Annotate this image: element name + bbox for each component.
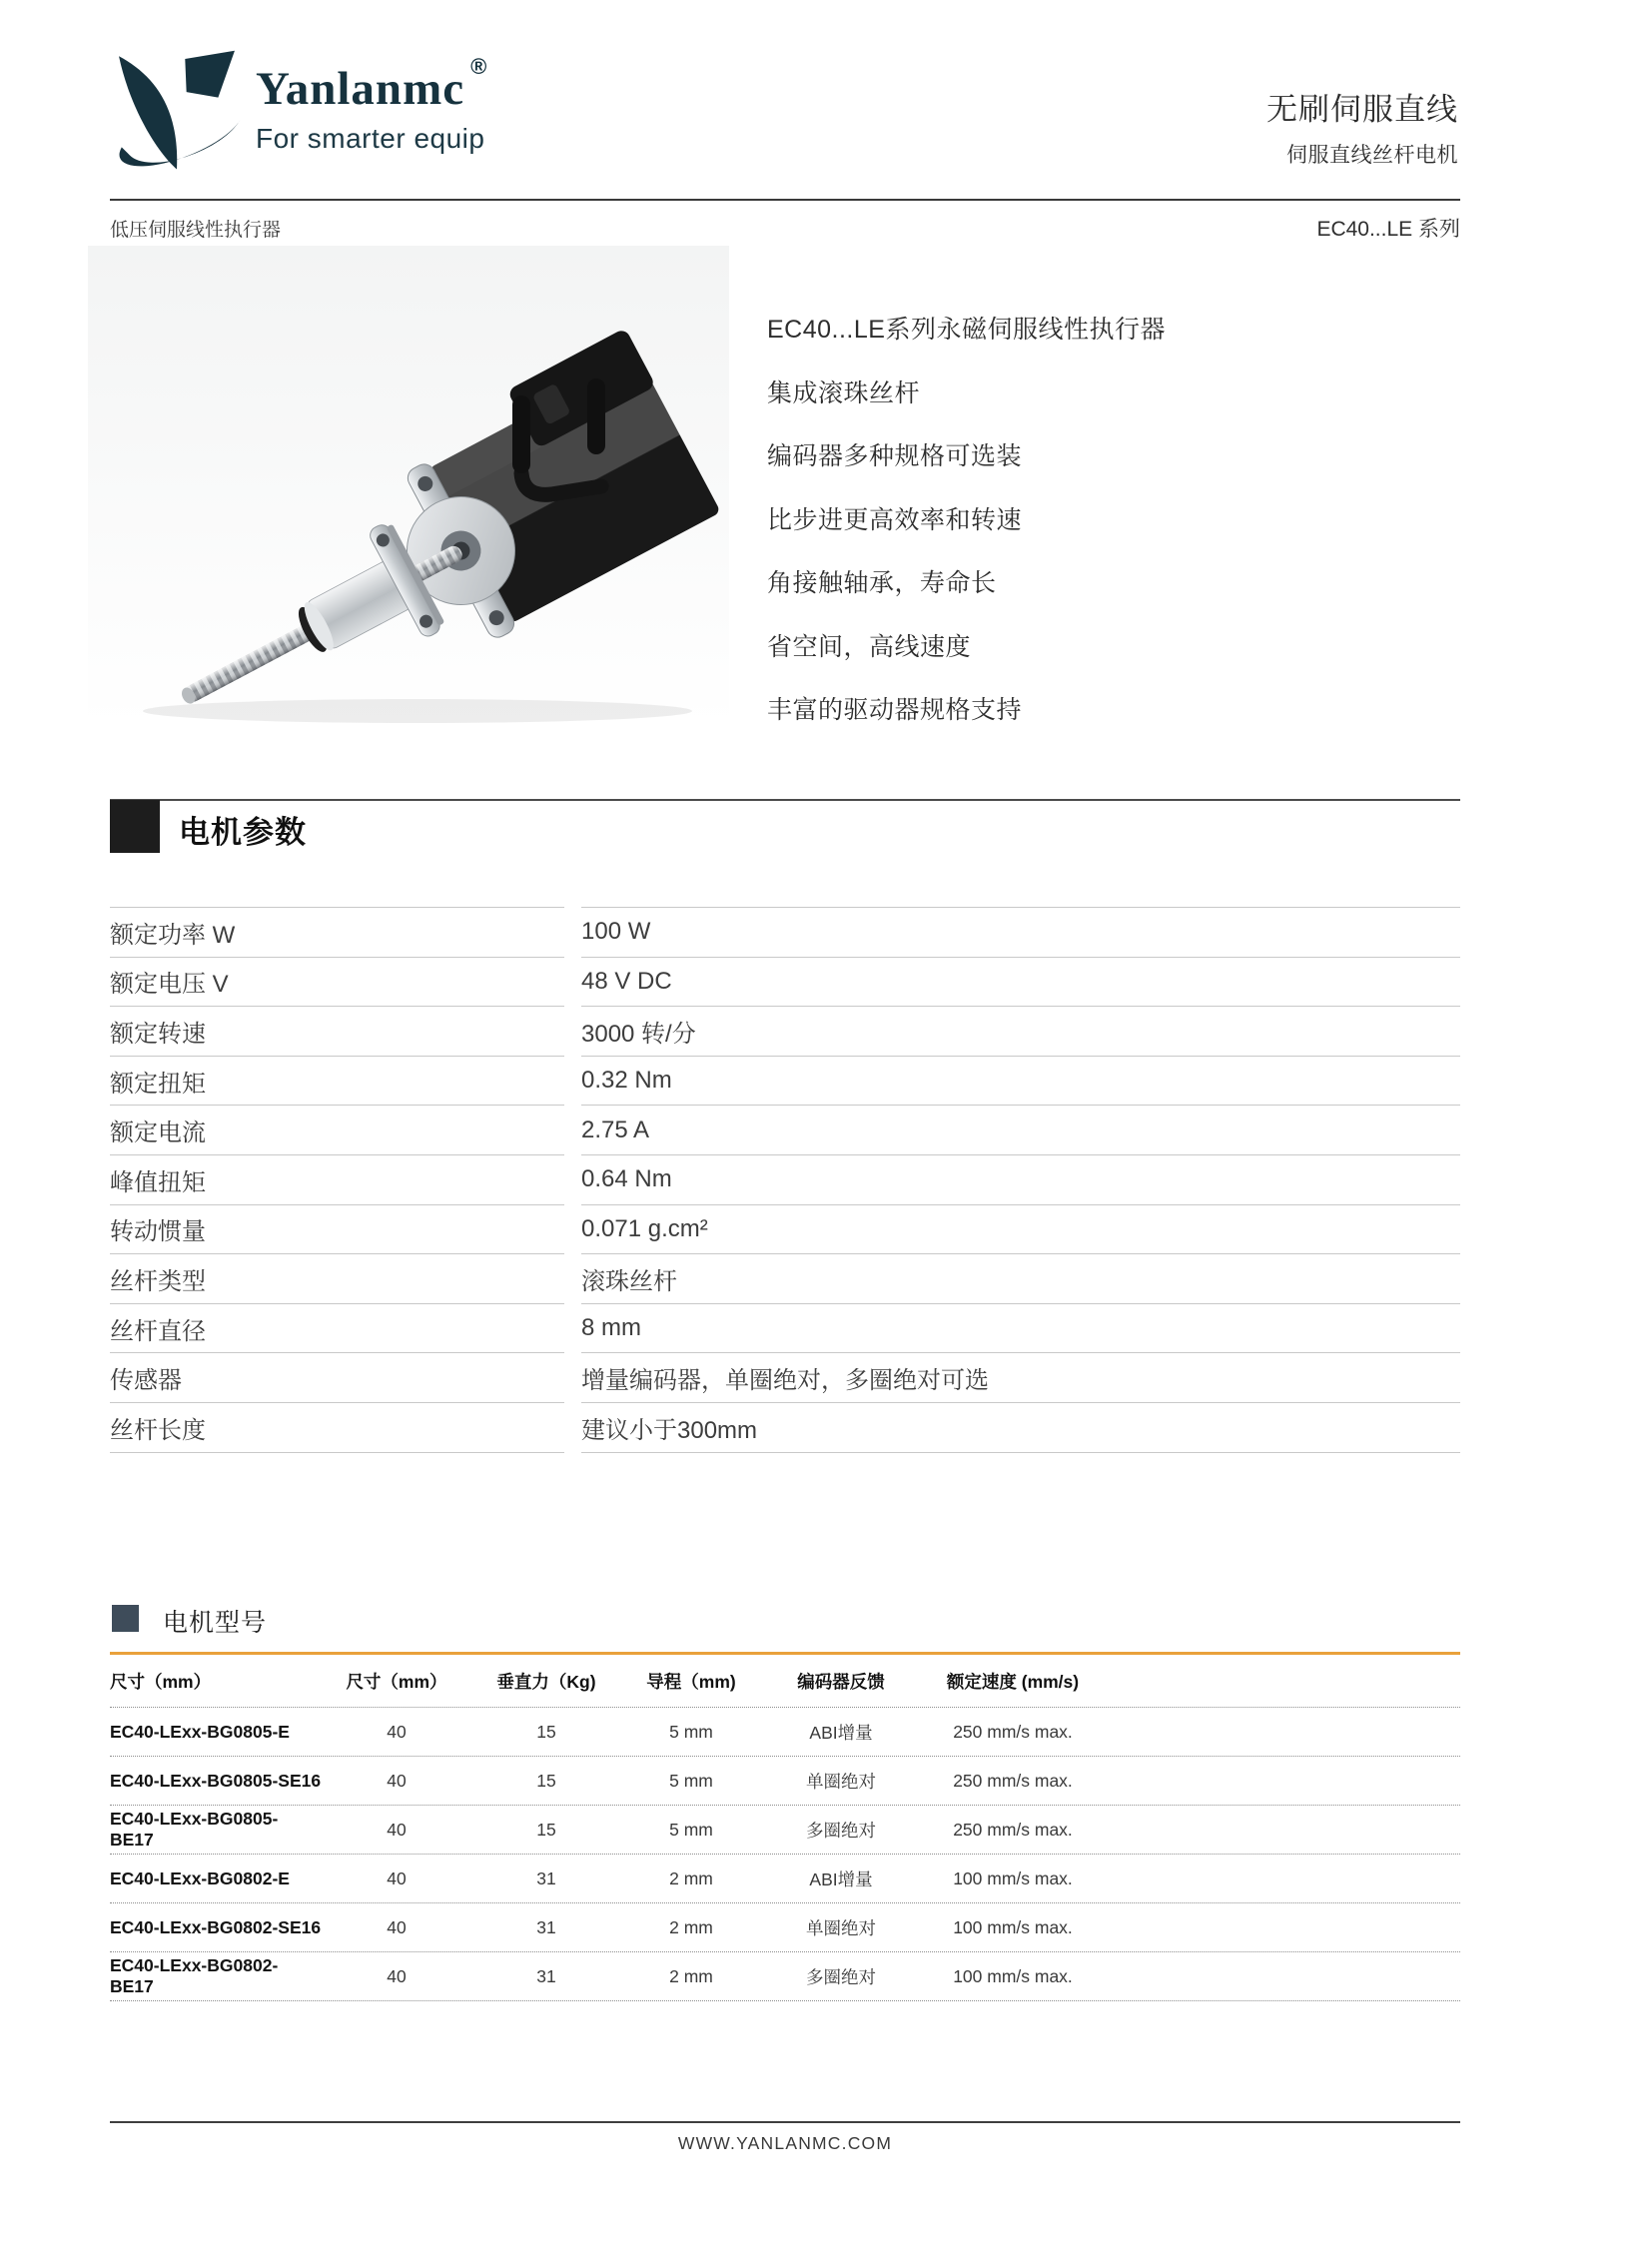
param-value: 3000 转/分 xyxy=(581,1006,1460,1056)
feature-list xyxy=(767,299,1166,743)
model-speed: 250 mm/s max. xyxy=(953,1770,1073,1791)
feature-item: 比步进更高效率和转速 xyxy=(767,505,1023,534)
model-speed: 100 mm/s max. xyxy=(953,1965,1073,1986)
model-lead: 5 mm xyxy=(669,1721,713,1742)
footer-divider xyxy=(110,2121,1460,2123)
column-header: 额定速度 (mm/s) xyxy=(946,1671,1080,1692)
feature-item: 集成滚珠丝杆 xyxy=(767,378,921,407)
model-row xyxy=(110,1806,1460,1855)
param-label: 额定电流 xyxy=(110,1105,564,1154)
model-encoder: 多圈绝对 xyxy=(806,1966,876,1987)
param-row xyxy=(110,1154,1460,1204)
params-section-marker xyxy=(110,800,160,853)
column-header: 编码器反馈 xyxy=(797,1671,885,1692)
brand-name: Yanlanmc xyxy=(256,63,465,115)
model-force: 31 xyxy=(536,1916,556,1937)
brand-text xyxy=(256,48,486,155)
model-size: 40 xyxy=(387,1819,407,1840)
param-value: 8 mm xyxy=(581,1303,1460,1353)
param-label: 额定扭矩 xyxy=(110,1056,564,1106)
column-header: 尺寸（mm） xyxy=(110,1671,212,1692)
model-force: 15 xyxy=(536,1721,556,1742)
model-size: 40 xyxy=(387,1770,407,1791)
models-section-title: 电机型号 xyxy=(163,1609,268,1637)
feature-item: 角接触轴承，寿命长 xyxy=(767,569,997,597)
model-encoder: ABI增量 xyxy=(809,1868,873,1889)
model-speed: 250 mm/s max. xyxy=(953,1819,1073,1840)
param-row xyxy=(110,1204,1460,1254)
model-lead: 2 mm xyxy=(669,1868,713,1888)
param-value: 100 W xyxy=(581,907,1460,957)
param-row xyxy=(110,1253,1460,1303)
header-subrow xyxy=(110,213,1460,243)
model-lead: 5 mm xyxy=(669,1770,713,1791)
param-value: 增量编码器，单圈绝对，多圈绝对可选 xyxy=(581,1352,1460,1402)
model-lead: 2 mm xyxy=(669,1916,713,1937)
param-row xyxy=(110,1352,1460,1402)
model-size: 40 xyxy=(387,1868,407,1888)
model-row xyxy=(110,1757,1460,1806)
model-speed: 100 mm/s max. xyxy=(953,1916,1073,1937)
param-row xyxy=(110,1056,1460,1106)
header-title-main: 无刷伺服直线 xyxy=(1266,92,1458,127)
model-encoder: 单圈绝对 xyxy=(806,1771,876,1792)
model-row xyxy=(110,1708,1460,1757)
model-encoder: ABI增量 xyxy=(809,1722,873,1743)
column-header: 尺寸（mm） xyxy=(346,1671,447,1692)
param-label: 传感器 xyxy=(110,1352,564,1402)
model-name: EC40-LExx-BG0802-E xyxy=(110,1868,290,1888)
param-row xyxy=(110,1006,1460,1056)
param-row xyxy=(110,907,1460,957)
footer-website: WWW.YANLANMC.COM xyxy=(677,2133,893,2153)
param-value: 0.64 Nm xyxy=(581,1154,1460,1204)
params-section-divider xyxy=(110,799,1460,801)
param-value: 0.071 g.cm² xyxy=(581,1204,1460,1254)
models-header-row xyxy=(110,1652,1460,1708)
model-row xyxy=(110,1952,1460,2001)
model-speed: 100 mm/s max. xyxy=(953,1868,1073,1888)
param-label: 额定转速 xyxy=(110,1006,564,1056)
model-force: 15 xyxy=(536,1770,556,1791)
series-label: EC40...LE 系列 xyxy=(1316,218,1460,241)
param-value: 滚珠丝杆 xyxy=(581,1253,1460,1303)
param-label: 丝杆直径 xyxy=(110,1303,564,1353)
models-section-marker xyxy=(112,1605,139,1632)
feature-item: EC40...LE系列永磁伺服线性执行器 xyxy=(767,316,1166,344)
models-table xyxy=(110,1652,1460,2001)
param-value: 2.75 A xyxy=(581,1105,1460,1154)
registered-mark: ® xyxy=(470,54,487,79)
model-name: EC40-LExx-BG0805-E xyxy=(110,1721,290,1742)
param-label: 丝杆类型 xyxy=(110,1253,564,1303)
model-force: 15 xyxy=(536,1819,556,1840)
param-value: 建议小于300mm xyxy=(581,1402,1460,1453)
model-name: EC40-LExx-BG0805-SE16 xyxy=(110,1770,322,1791)
product-category-label: 低压伺服线性执行器 xyxy=(110,220,282,241)
feature-item: 省空间，高线速度 xyxy=(767,632,972,661)
param-value: 0.32 Nm xyxy=(581,1056,1460,1106)
feature-item: 编码器多种规格可选装 xyxy=(767,442,1023,470)
model-lead: 2 mm xyxy=(669,1965,713,1986)
model-encoder: 多圈绝对 xyxy=(806,1820,876,1841)
params-table xyxy=(110,907,1460,1453)
model-encoder: 单圈绝对 xyxy=(806,1917,876,1938)
param-label: 转动惯量 xyxy=(110,1204,564,1254)
model-size: 40 xyxy=(387,1916,407,1937)
header-divider xyxy=(110,199,1460,201)
model-speed: 250 mm/s max. xyxy=(953,1721,1073,1742)
param-label: 峰值扭矩 xyxy=(110,1154,564,1204)
model-lead: 5 mm xyxy=(669,1819,713,1840)
model-force: 31 xyxy=(536,1868,556,1888)
model-size: 40 xyxy=(387,1965,407,1986)
model-row xyxy=(110,1903,1460,1952)
brand-logo-icon xyxy=(108,48,246,186)
column-header: 垂直力（Kg) xyxy=(496,1671,596,1692)
model-name: EC40-LExx-BG0805-BE17 xyxy=(110,1809,279,1850)
header-titles xyxy=(1266,84,1458,169)
column-header: 导程（mm) xyxy=(646,1671,736,1692)
param-row xyxy=(110,957,1460,1007)
param-label: 额定电压 V xyxy=(110,957,564,1007)
param-label: 丝杆长度 xyxy=(110,1402,564,1453)
param-value: 48 V DC xyxy=(581,957,1460,1007)
model-name: EC40-LExx-BG0802-BE17 xyxy=(110,1955,279,1996)
brand-logo xyxy=(108,48,486,186)
header-title-sub: 伺服直线丝杆电机 xyxy=(1286,144,1458,167)
params-section-title: 电机参数 xyxy=(179,815,307,850)
product-photo-linear-actuator xyxy=(88,246,729,727)
param-row xyxy=(110,1402,1460,1453)
brand-tagline: For smarter equip xyxy=(256,123,485,154)
param-label: 额定功率 W xyxy=(110,907,564,957)
model-size: 40 xyxy=(387,1721,407,1742)
feature-item: 丰富的驱动器规格支持 xyxy=(767,696,1023,724)
param-row xyxy=(110,1303,1460,1353)
model-row xyxy=(110,1855,1460,1903)
model-name: EC40-LExx-BG0802-SE16 xyxy=(110,1916,322,1937)
model-force: 31 xyxy=(536,1965,556,1986)
param-row xyxy=(110,1105,1460,1154)
